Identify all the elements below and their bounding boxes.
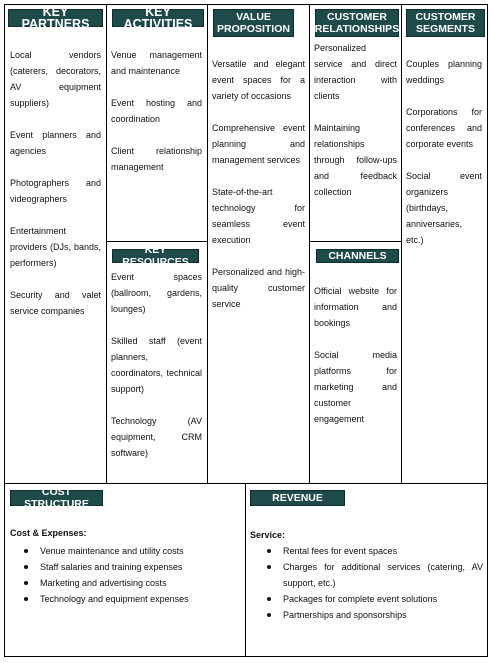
header-line: CUSTOMER bbox=[415, 11, 476, 23]
list-item: Event spaces (ballroom, gardens, lounges) bbox=[111, 272, 202, 314]
header-line: SEGMENTS bbox=[416, 23, 475, 35]
key-activities-header: KEY ACTIVITIES bbox=[112, 9, 204, 27]
key-activities-list bbox=[111, 47, 202, 175]
list-item: Technology and equipment expenses bbox=[10, 591, 240, 607]
list-item: Couples planning weddings bbox=[406, 59, 482, 85]
list-item: Packages for complete event solutions bbox=[253, 591, 483, 607]
list-item: Client relationship management bbox=[111, 146, 202, 172]
list-item: Corporations for conferences and corporate events bbox=[406, 107, 482, 149]
header-line: RELATIONSHIPS bbox=[314, 23, 400, 35]
list-item: Personalized and high-quality customer service bbox=[212, 267, 305, 309]
cost-structure-header: COST STRUCTURE bbox=[10, 490, 103, 506]
key-resources-list bbox=[111, 269, 202, 461]
list-item: Rental fees for event spaces bbox=[253, 543, 483, 559]
list-item: Technology (AV equipment, CRM software) bbox=[111, 416, 202, 458]
list-item: Entertainment providers (DJs, bands, performers) bbox=[10, 226, 101, 268]
list-item: Local vendors (caterers, decorators, AV equipment suppliers) bbox=[10, 50, 101, 108]
cost-structure-subheading: Cost & Expenses: bbox=[10, 528, 87, 538]
customer-segments-header bbox=[406, 9, 485, 37]
list-item: Photographers and videographers bbox=[10, 178, 101, 204]
revenue-list bbox=[253, 543, 483, 623]
list-item: Personalized service and direct interaction with clients bbox=[314, 43, 397, 101]
revenue-header: REVENUE bbox=[250, 490, 345, 506]
list-item: State-of-the-art technology for seamless event execution bbox=[212, 187, 305, 245]
list-item: Event hosting and coordination bbox=[111, 98, 202, 124]
channels-header: CHANNELS bbox=[316, 249, 399, 263]
customer-relationships-header bbox=[315, 9, 399, 37]
header-line: CUSTOMER bbox=[327, 11, 387, 23]
key-partners-header: KEY PARTNERS bbox=[8, 9, 103, 27]
list-item: Official website for information and bookings bbox=[314, 286, 397, 328]
list-item: Comprehensive event planning and management services bbox=[212, 123, 305, 165]
list-item: Staff salaries and training expenses bbox=[10, 559, 240, 575]
list-item: Maintaining relationships through follow-ups and feedback collection bbox=[314, 123, 397, 197]
channels-list bbox=[314, 283, 397, 427]
list-item: Event planners and agencies bbox=[10, 130, 101, 156]
cost-structure-list bbox=[10, 543, 240, 607]
header-line: VALUE bbox=[236, 11, 271, 23]
list-item: Security and valet service companies bbox=[10, 290, 101, 316]
customer-relationships-list bbox=[314, 40, 397, 200]
revenue-subheading: Service: bbox=[250, 530, 286, 540]
list-item: Charges for additional services (catering, AV support, etc.) bbox=[253, 559, 483, 591]
list-item: Social media platforms for marketing and customer engagement bbox=[314, 350, 397, 424]
list-item: Venue management and maintenance bbox=[111, 50, 202, 76]
header-line: PROPOSITION bbox=[217, 23, 290, 35]
key-partners-list bbox=[10, 47, 101, 319]
value-proposition-list bbox=[212, 56, 305, 312]
customer-segments-list bbox=[406, 56, 482, 248]
list-item: Versatile and elegant event spaces for a variety of occasions bbox=[212, 59, 305, 101]
key-resources-header: KEY RESOURCES bbox=[112, 249, 199, 263]
list-item: Partnerships and sponsorships bbox=[253, 607, 483, 623]
list-item: Social event organizers (birthdays, anniversaries, etc.) bbox=[406, 171, 482, 245]
value-proposition-header bbox=[213, 9, 294, 37]
list-item: Skilled staff (event planners, coordinators, technical support) bbox=[111, 336, 202, 394]
list-item: Marketing and advertising costs bbox=[10, 575, 240, 591]
list-item: Venue maintenance and utility costs bbox=[10, 543, 240, 559]
